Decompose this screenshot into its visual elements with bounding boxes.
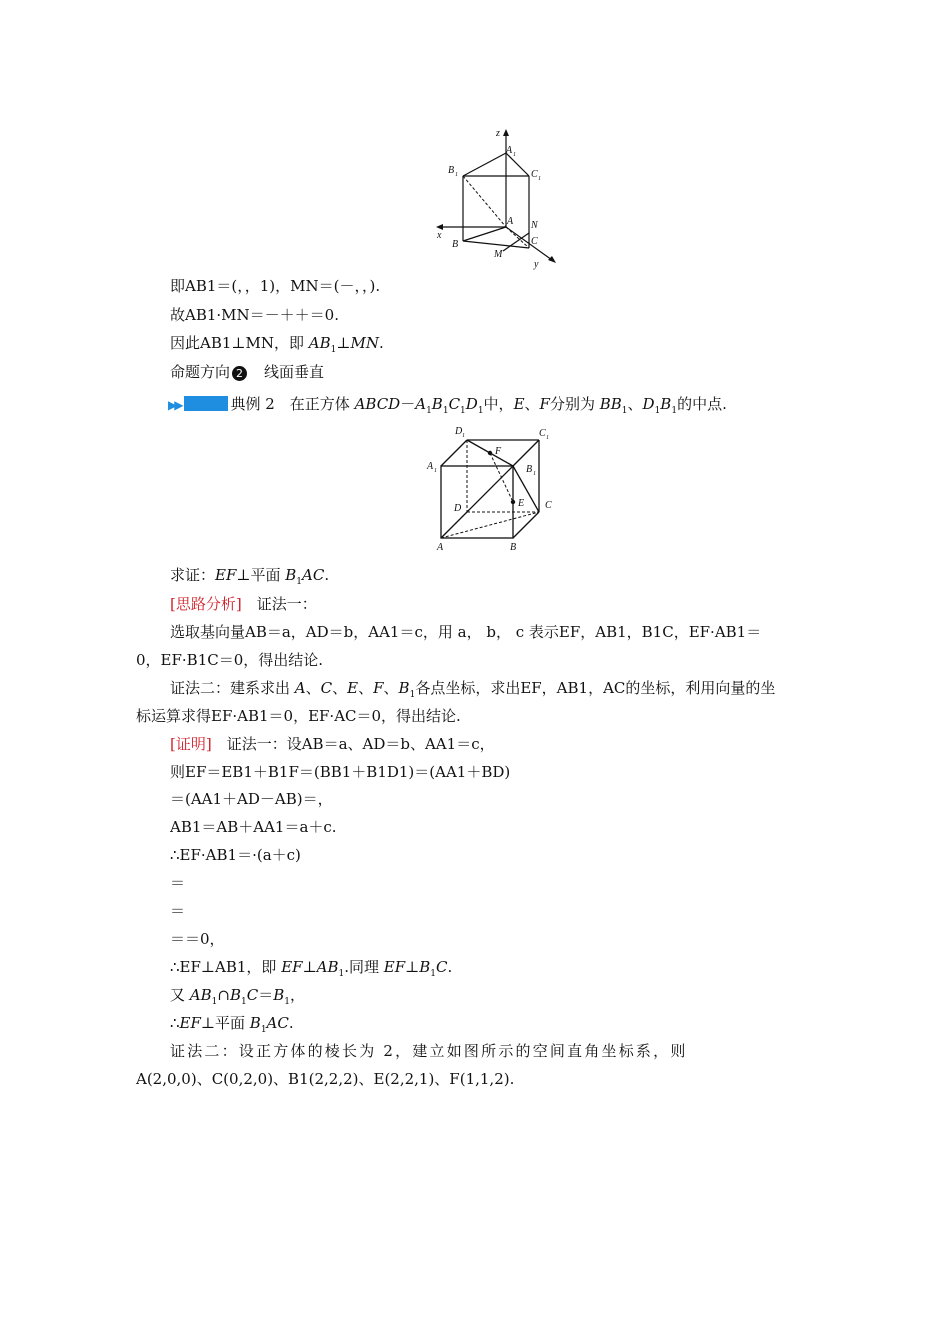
label-C: C xyxy=(531,236,538,247)
label-C: C xyxy=(545,500,552,511)
text-span: . xyxy=(288,1014,294,1032)
text-line-12 xyxy=(170,734,495,754)
text-line-3 xyxy=(170,333,384,360)
text-span: 、 xyxy=(524,395,540,413)
text-line-24: A(2,0,0)、C(0,2,0)、B1(2,2,2)、E(2,2,1)、F(1,1,2). xyxy=(136,1070,515,1088)
analysis-tag: [思路分析] xyxy=(170,595,242,613)
text-span: F xyxy=(373,679,384,697)
section-heading-direction xyxy=(170,362,324,382)
text-span: C xyxy=(448,395,461,413)
text-span: 又 xyxy=(170,986,190,1004)
text-line-21 xyxy=(170,985,305,1012)
text-span: ⊥平面 xyxy=(200,1014,250,1032)
label-A: A xyxy=(437,542,444,553)
text-span: . xyxy=(378,334,384,352)
text-span: B xyxy=(431,395,443,413)
label-C1-sub: 1 xyxy=(546,435,549,441)
label-M: M xyxy=(494,249,503,260)
text-line-2: 故AB1·MN＝－＋＋＝0. xyxy=(170,306,339,324)
label-B1-sub: 1 xyxy=(533,471,536,477)
label-D1: D xyxy=(455,426,463,437)
text-span: 、 xyxy=(305,679,321,697)
text-span: － xyxy=(400,395,416,413)
label-F: F xyxy=(495,446,502,457)
text-span: 证法一： xyxy=(241,595,317,613)
text-span: B xyxy=(419,958,431,976)
text-line-9: 0，EF·B1C＝0，得出结论. xyxy=(136,651,324,669)
text-span: B xyxy=(285,566,297,584)
text-span: E xyxy=(347,679,359,697)
text-span: 线面垂直 xyxy=(249,363,325,381)
subscript: 1 xyxy=(240,997,247,1007)
label-A: A xyxy=(507,216,514,227)
text-span: B xyxy=(229,986,241,1004)
text-span: BB xyxy=(599,395,622,413)
text-span: ⊥ xyxy=(302,958,317,976)
text-line-17: ＝ xyxy=(170,874,186,892)
text-span: . xyxy=(324,566,330,584)
subscript: 1 xyxy=(330,345,337,355)
text-span: ∴EF⊥AB1，即 xyxy=(170,958,282,976)
text-span: 的中点. xyxy=(677,395,727,413)
subscript: 1 xyxy=(409,690,416,700)
text-span: 分别为 xyxy=(549,395,600,413)
subscript: 1 xyxy=(426,406,432,416)
subscript: 1 xyxy=(654,406,661,416)
subscript: 1 xyxy=(338,969,345,979)
text-span: ⊥平面 xyxy=(236,566,286,584)
text-line-8: 选取基向量AB＝a，AD＝b，AA1＝c，用 a， b， c 表示EF，AB1，B1C，EF·AB1＝ xyxy=(170,623,762,641)
text-line-15: AB1＝AB＋AA1＝a＋c. xyxy=(170,818,337,836)
label-y: y xyxy=(534,259,539,270)
text-span: 命题方向 xyxy=(170,363,231,381)
text-line-6 xyxy=(170,565,329,592)
text-span: 、 xyxy=(358,679,374,697)
text-span: F xyxy=(539,395,550,413)
text-span: . xyxy=(447,958,453,976)
subscript: 1 xyxy=(430,969,437,979)
label-A1-sub: 1 xyxy=(434,468,437,474)
label-N: N xyxy=(531,220,538,231)
label-E: E xyxy=(518,498,525,509)
text-span: AC xyxy=(266,1014,289,1032)
text-span: D xyxy=(642,395,655,413)
text-line-20 xyxy=(170,957,452,984)
subscript: 1 xyxy=(211,997,218,1007)
text-span: ⊥ xyxy=(336,334,351,352)
text-span: AB xyxy=(189,986,212,1004)
label-B1: B xyxy=(526,464,533,475)
proof-tag: [证明] xyxy=(170,735,212,753)
label-A1: A xyxy=(506,145,513,156)
text-span: 中， xyxy=(483,395,514,413)
label-B1: B xyxy=(448,165,455,176)
subscript: 1 xyxy=(460,406,466,416)
label-C1: C xyxy=(531,169,538,180)
text-line-13: 则EF＝EB1＋B1F＝(BB1＋B1D1)＝(AA1＋BD) xyxy=(170,763,511,781)
text-span: B xyxy=(249,1014,261,1032)
text-span: C xyxy=(246,986,259,1004)
text-line-14: ＝(AA1＋AD－AB)＝， xyxy=(170,790,333,808)
text-span: ABCD xyxy=(354,395,401,413)
circled-number-icon: 2 xyxy=(232,366,247,381)
text-span: 证法二：建系求出 xyxy=(170,679,295,697)
label-B: B xyxy=(510,542,517,553)
subscript: 1 xyxy=(477,406,484,416)
text-span: EF xyxy=(215,566,237,584)
text-line-11: 标运算求得EF·AB1＝0，EF·AC＝0，得出结论. xyxy=(136,707,461,725)
text-line-16: ∴EF·AB1＝·(a＋c) xyxy=(170,846,301,864)
text-line-10 xyxy=(170,678,775,705)
text-span: A xyxy=(415,395,427,413)
text-line-1: 即AB1＝(，，1)，MN＝(－，，). xyxy=(170,277,381,295)
text-span: EF xyxy=(383,958,406,976)
label-C1: C xyxy=(539,428,546,439)
label-A1-sub: 1 xyxy=(513,152,516,158)
subscript: 1 xyxy=(621,406,628,416)
text-span: 典例 2 在正方体 xyxy=(230,395,355,413)
subscript: 1 xyxy=(442,406,449,416)
text-span: 、 xyxy=(383,679,399,697)
example-heading xyxy=(168,394,727,421)
text-span: 求证： xyxy=(170,566,216,584)
label-D: D xyxy=(454,503,462,514)
text-span: 各点坐标，求出EF，AB1，AC的坐标，利用向量的坐 xyxy=(415,679,776,697)
text-line-23: 证法二：设正方体的棱长为 2，建立如图所示的空间直角坐标系，则 xyxy=(170,1042,688,1060)
figure-prism-coordinate xyxy=(432,126,562,271)
text-span: D xyxy=(465,395,478,413)
text-span: 证法一：设AB＝a、AD＝b、AA1＝c， xyxy=(211,735,495,753)
text-span: 因此AB1⊥MN，即 xyxy=(170,334,309,352)
text-span: AB xyxy=(308,334,331,352)
text-line-22 xyxy=(170,1013,294,1040)
text-span: ＝ xyxy=(258,986,274,1004)
subscript: 1 xyxy=(671,406,678,416)
text-line-18: ＝ xyxy=(170,902,186,920)
label-B: B xyxy=(452,239,459,250)
label-C1-sub: 1 xyxy=(538,176,541,182)
text-span: ， xyxy=(289,986,305,1004)
text-span: B xyxy=(273,986,285,1004)
label-B1-sub: 1 xyxy=(455,172,458,178)
text-span: ∩ xyxy=(217,986,230,1004)
label-A1: A xyxy=(427,461,434,472)
double-arrow-icon: ▶▶ xyxy=(168,398,181,412)
text-span: A xyxy=(294,679,306,697)
text-span: B xyxy=(660,395,672,413)
text-line-19: ＝＝0， xyxy=(170,930,225,948)
text-span: .同理 xyxy=(344,958,384,976)
text-span: B xyxy=(398,679,410,697)
example-badge xyxy=(184,396,228,411)
text-span: MN xyxy=(350,334,379,352)
text-span: AB xyxy=(316,958,339,976)
subscript: 1 xyxy=(284,997,290,1007)
text-span: ∴ xyxy=(170,1014,180,1032)
label-x: x xyxy=(437,230,442,241)
label-D1-sub: 1 xyxy=(462,433,465,439)
text-span: C xyxy=(320,679,333,697)
subscript: 1 xyxy=(260,1025,267,1035)
text-span: 、 xyxy=(332,679,348,697)
text-span: EF xyxy=(281,958,303,976)
text-span: ⊥ xyxy=(405,958,420,976)
text-span: 、 xyxy=(627,395,643,413)
text-span: C xyxy=(436,958,448,976)
text-span: AC xyxy=(302,566,325,584)
text-span: EF xyxy=(179,1014,201,1032)
subscript: 1 xyxy=(296,577,303,587)
label-z: z xyxy=(496,128,500,139)
text-line-7 xyxy=(170,594,317,614)
text-span: E xyxy=(513,395,525,413)
figure-cube xyxy=(424,422,564,557)
